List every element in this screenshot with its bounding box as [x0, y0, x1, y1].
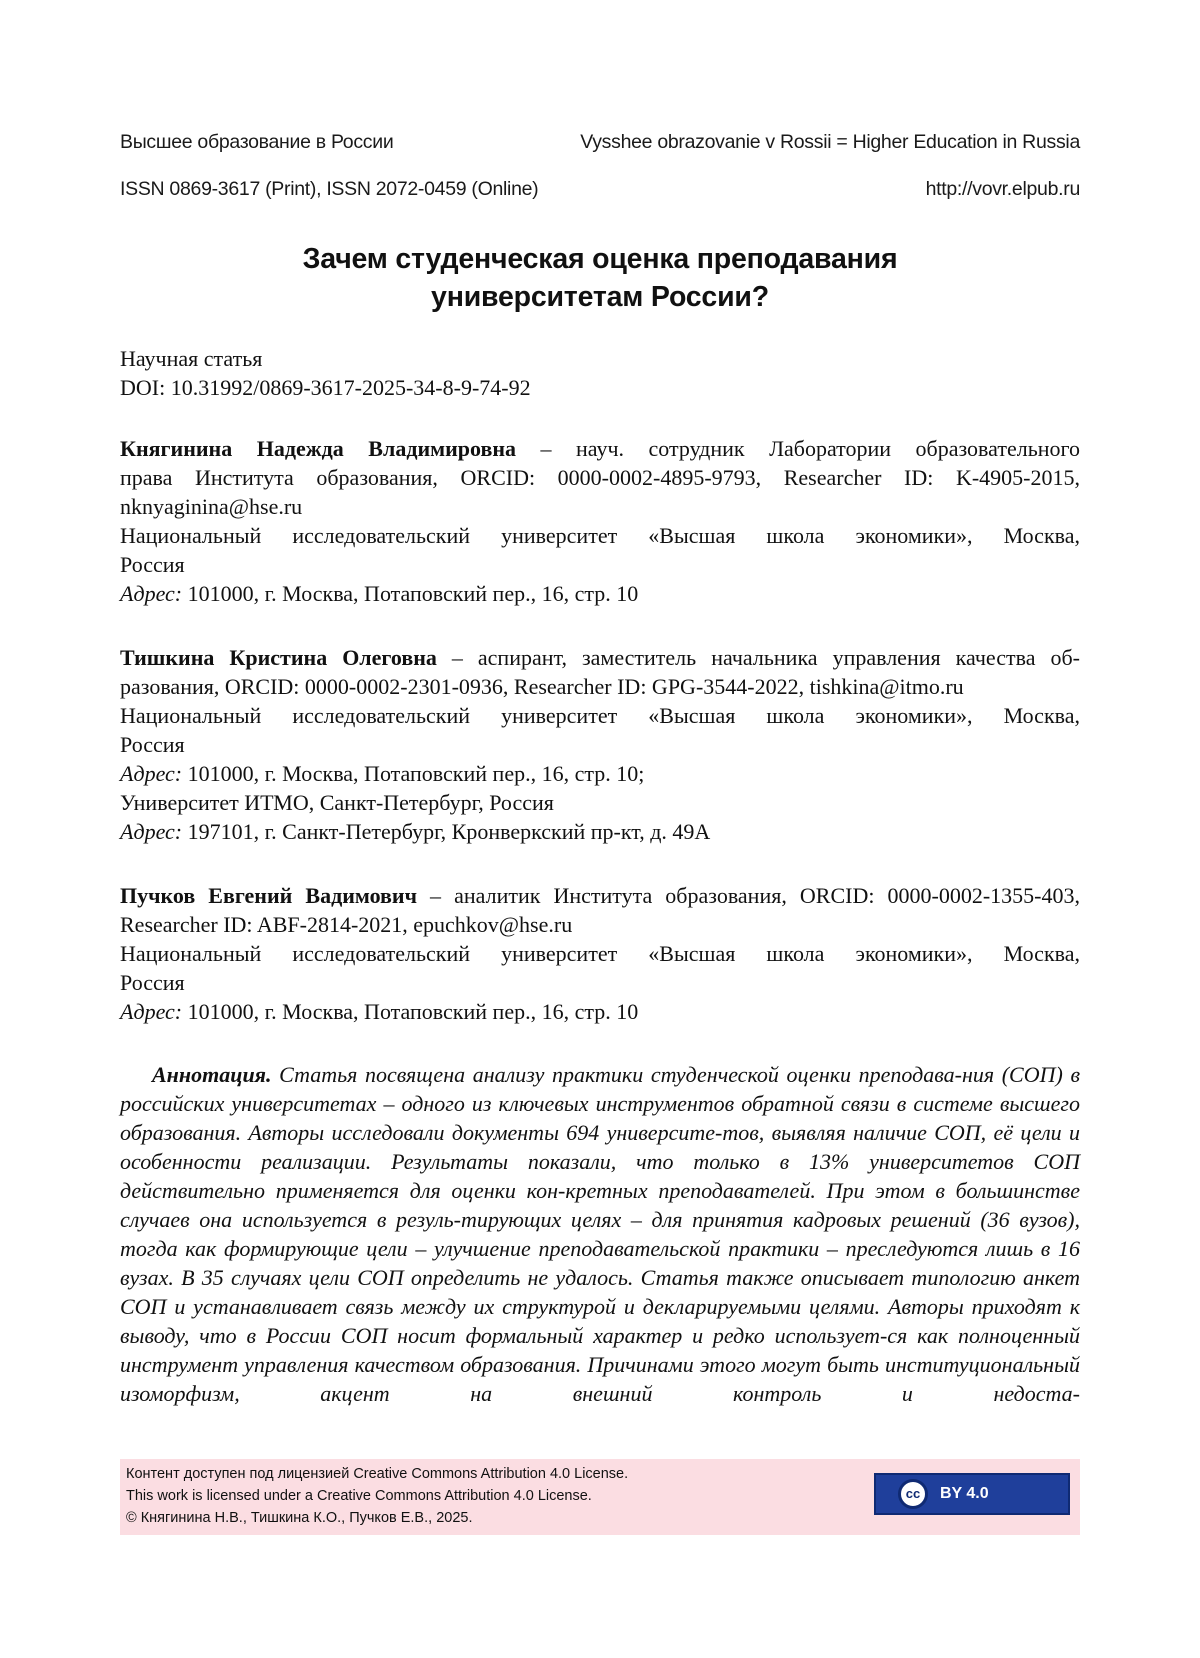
author-description: – науч. сотрудник Лаборатории образовательного: [516, 436, 1080, 461]
journal-title-en: Vysshee obrazovanie v Rossii = Higher Education in Russia: [580, 131, 1080, 153]
cc-by-badge[interactable]: [874, 1473, 1070, 1515]
author-affiliation: Россия: [120, 732, 185, 757]
address-label: Адрес:: [120, 761, 183, 786]
author-name: Тишкина Кристина Олеговна: [120, 645, 437, 670]
author-affiliation: Национальный исследовательский университет «Высшая школа экономики», Москва,: [120, 941, 1080, 966]
cc-by-label: BY 4.0: [940, 1485, 989, 1502]
address-label: Адрес:: [120, 581, 183, 606]
license-line-en: This work is licensed under a Creative Commons Attribution 4.0 License.: [126, 1488, 592, 1504]
title-line-2: университетам России?: [431, 281, 769, 313]
author-description: – аспирант, заместитель начальника управления качества об-: [436, 645, 1080, 670]
copyright-line: © Княгинина Н.В., Тишкина К.О., Пучков Е.В., 2025.: [126, 1510, 473, 1526]
address-label: Адрес:: [120, 999, 183, 1024]
author-affiliation: Национальный исследовательский университет «Высшая школа экономики», Москва,: [120, 523, 1080, 548]
running-subheader: [120, 178, 1080, 201]
abstract-text: Статья посвящена анализу практики студенческой оценки преподава-ния (СОП) в российских университетах – одного из ключевых инструментов обратной связи в системе высшего образования. Авторы исследовали документы 694 университе-тов, выявляя наличие СОП, её цели и особенности реализации. Результаты показали, что только в 13% университетов СОП действительно применяется для оценки кон-кретных преподавателей. При этом в большинстве случаев она используется в резуль-тирующих целях – для принятия кадровых решений (36 вузов), тогда как формирующие цели – улучшение преподавательской практики – преследуются лишь в 16 вузах. В 35 случаях цели СОП определить не удалось. Статья также описывает типологию анкет СОП и устанавливает связь между их структурой и декларируемыми целями. Авторы приходят к выводу, что в России СОП носит формальный характер и редко использует-ся как полноценный инструмент управления качеством образования. Причинами этого могут быть институциональный изоморфизм, акцент на внешний контроль и недоста-: [120, 1062, 1080, 1406]
article-title: [120, 240, 1080, 316]
journal-url[interactable]: http://vovr.elpub.ru: [925, 178, 1080, 200]
license-text: [126, 1463, 628, 1529]
author-affiliation: Россия: [120, 970, 185, 995]
author-affiliation: Национальный исследовательский университет «Высшая школа экономики», Москва,: [120, 703, 1080, 728]
author-description: права Института образования, ORCID: 0000-0002-4895-9793, Researcher ID: K-4905-2015,: [120, 465, 1080, 490]
author-description: разования, ORCID: 0000-0002-2301-0936, Researcher ID: GPG-3544-2022, tishkina@itmo.ru: [120, 674, 964, 699]
author-affiliation-2: Университет ИТМО, Санкт-Петербург, Россия: [120, 790, 554, 815]
license-line-ru: Контент доступен под лицензией Creative Commons Attribution 4.0 License.: [126, 1466, 629, 1482]
author-address: 101000, г. Москва, Потаповский пер., 16, стр. 10: [182, 581, 639, 606]
author-description: Researcher ID: ABF-2814-2021, epuchkov@hse.ru: [120, 912, 573, 937]
creative-commons-icon: cc: [898, 1479, 928, 1509]
article-meta: [120, 344, 1080, 402]
journal-title-ru: Высшее образование в России: [120, 131, 394, 153]
article-type: Научная статья: [120, 346, 263, 371]
doi[interactable]: DOI: 10.31992/0869-3617-2025-34-8-9-74-92: [120, 375, 531, 400]
author-name: Пучков Евгений Вадимович: [120, 883, 417, 908]
abstract-heading: Аннотация.: [152, 1062, 272, 1087]
author-block-3: [120, 881, 1080, 1026]
author-address: 101000, г. Москва, Потаповский пер., 16, стр. 10;: [182, 761, 645, 786]
author-address: 101000, г. Москва, Потаповский пер., 16, стр. 10: [182, 999, 639, 1024]
author-block-2: [120, 643, 1080, 846]
author-affiliation: Россия: [120, 552, 185, 577]
title-line-1: Зачем студенческая оценка преподавания: [302, 243, 898, 275]
author-name: Княгинина Надежда Владимировна: [120, 436, 517, 461]
issn: ISSN 0869-3617 (Print), ISSN 2072-0459 (Online): [120, 178, 539, 200]
author-description: – аналитик Института образования, ORCID: 0000-0002-1355-403,: [416, 883, 1080, 908]
address-label: Адрес:: [120, 819, 183, 844]
author-email[interactable]: nknyaginina@hse.ru: [120, 494, 303, 519]
author-address-2: 197101, г. Санкт-Петербург, Кронверкский пр-кт, д. 49А: [182, 819, 711, 844]
author-block-1: [120, 434, 1080, 608]
running-header: [120, 131, 1080, 154]
abstract: [120, 1060, 1080, 1408]
license-band: [120, 1459, 1080, 1535]
